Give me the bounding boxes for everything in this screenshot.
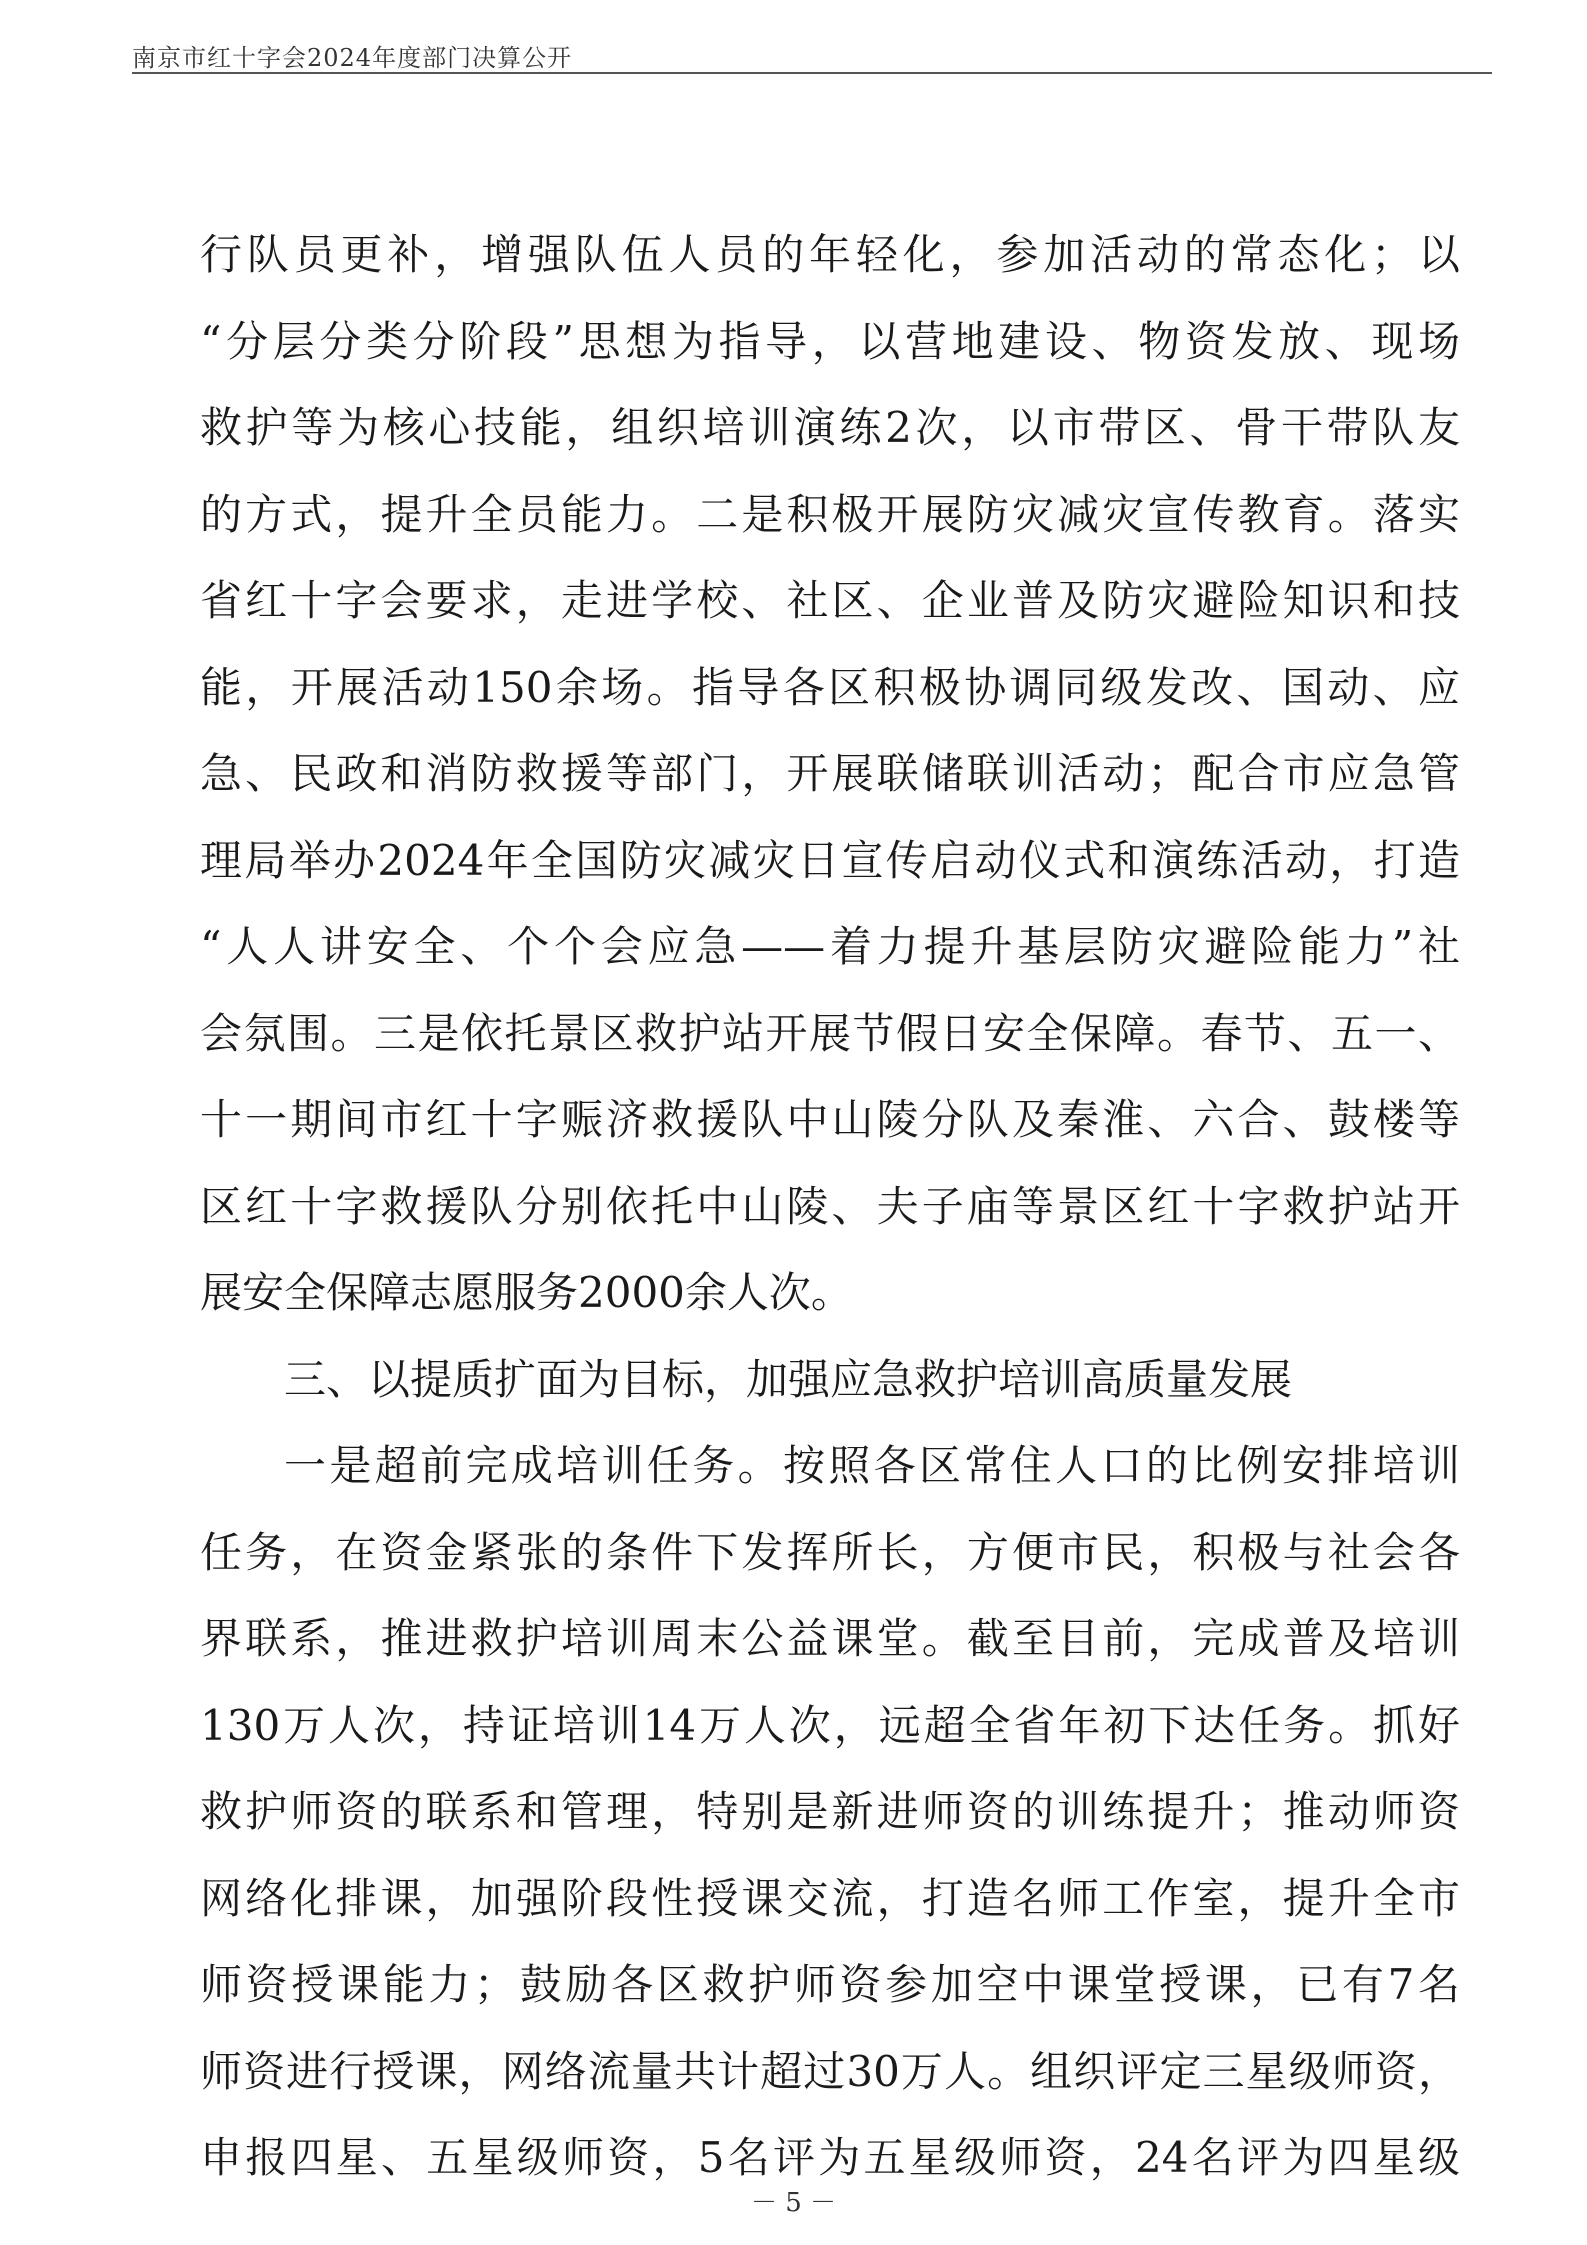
text-line: 的方式，提升全员能力。二是积极开展防灾减灾宣传教育。落实 xyxy=(200,489,1460,539)
text-line: “人人讲安全、个个会应急——着力提升基层防灾避险能力”社 xyxy=(200,922,1460,971)
text-line: 任务，在资金紧张的条件下发挥所长，方便市民，积极与社会各 xyxy=(200,1527,1460,1577)
text-line: 区红十字救援队分别依托中山陵、夫子庙等景区红十字救护站开 xyxy=(200,1181,1460,1231)
text-line: 师资授课能力；鼓励各区救护师资参加空中课堂授课，已有7名 xyxy=(200,1960,1460,2009)
text-line: 会氛围。三是依托景区救护站开展节假日安全保障。春节、五一、 xyxy=(200,1008,1460,1058)
text-line: 救护等为核心技能，组织培训演练2次，以市带区、骨干带队友 xyxy=(200,403,1460,452)
text-line: 网络化排课，加强阶段性授课交流，打造名师工作室，提升全市 xyxy=(200,1873,1460,1923)
text-line: “分层分类分阶段”思想为指导，以营地建设、物资发放、现场 xyxy=(200,316,1460,366)
text-line: 师资进行授课，网络流量共计超过30万人。组织评定三星级师资， xyxy=(200,2046,1460,2096)
text-line: 130万人次，持证培训14万人次，远超全省年初下达任务。抓好 xyxy=(200,1700,1460,1750)
text-line: 救护师资的联系和管理，特别是新进师资的训练提升；推动师资 xyxy=(200,1787,1460,1836)
page-number: － 5 － xyxy=(750,2188,837,2218)
paragraph-first-line: 一是超前完成培训任务。按照各区常住人口的比例安排培训 xyxy=(284,1441,1460,1490)
text-line: 界联系，推进救护培训周末公益课堂。截至目前，完成普及培训 xyxy=(200,1614,1460,1663)
text-line: 申报四星、五星级师资，5名评为五星级师资，24名评为四星级 xyxy=(200,2133,1460,2182)
text-line: 行队员更补，增强队伍人员的年轻化，参加活动的常态化；以 xyxy=(200,230,1460,279)
body-text xyxy=(200,212,1460,2202)
header-divider xyxy=(132,72,1492,74)
section-heading: 三、以提质扩面为目标，加强应急救护培训高质量发展 xyxy=(284,1354,1293,1404)
running-header: 南京市红十字会2024年度部门决算公开 xyxy=(132,44,573,72)
text-line: 理局举办2024年全国防灾减灾日宣传启动仪式和演练活动，打造 xyxy=(200,835,1460,885)
text-line: 十一期间市红十字赈济救援队中山陵分队及秦淮、六合、鼓楼等 xyxy=(200,1095,1460,1144)
text-line: 省红十字会要求，走进学校、社区、企业普及防灾避险知识和技 xyxy=(200,576,1460,625)
text-line: 展安全保障志愿服务2000余人次。 xyxy=(200,1268,853,1317)
text-line: 急、民政和消防救援等部门，开展联储联训活动；配合市应急管 xyxy=(200,749,1460,798)
text-line: 能，开展活动150余场。指导各区积极协调同级发改、国动、应 xyxy=(200,662,1460,712)
